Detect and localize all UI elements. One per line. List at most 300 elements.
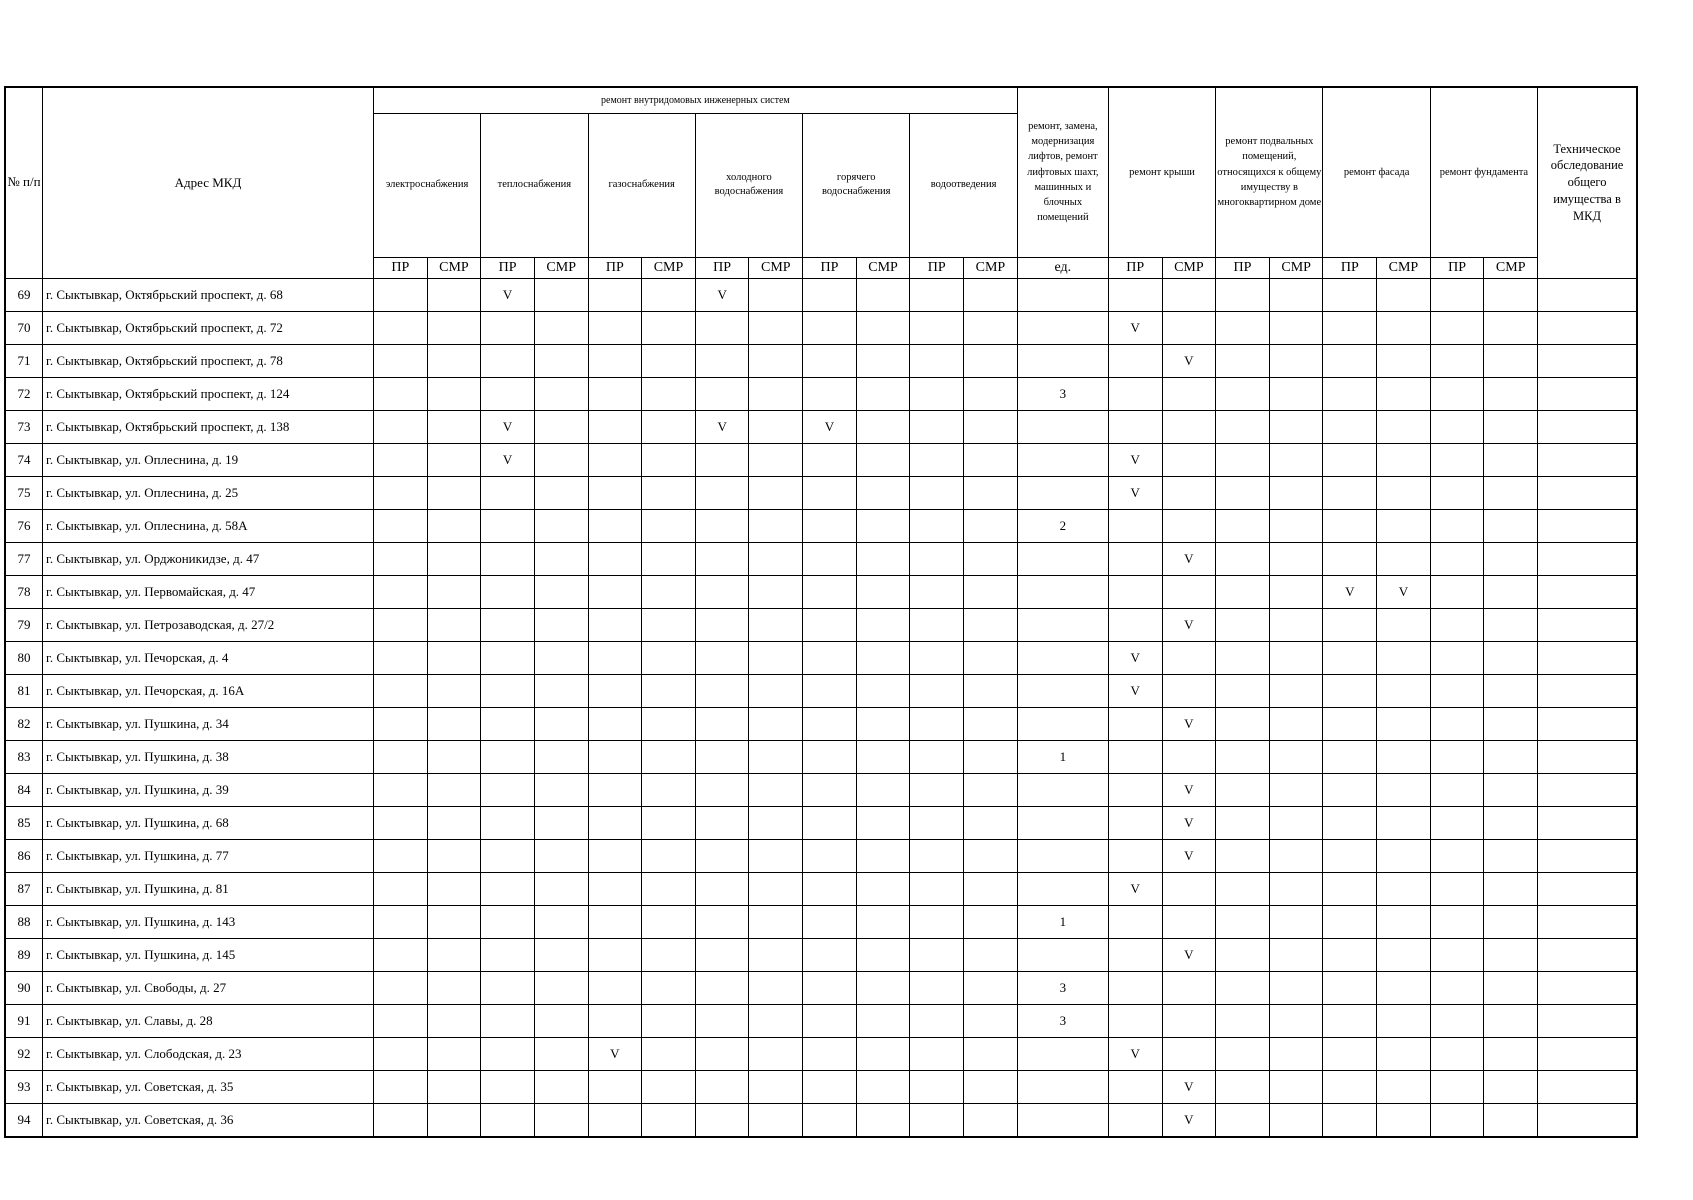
cell-tech [1538,476,1637,509]
cell-roof-pr [1108,707,1162,740]
subheader-smr: СМР [534,257,588,278]
row-address: г. Сыктывкар, ул. Советская, д. 36 [42,1103,373,1137]
cell-fnd-smr [1484,806,1538,839]
cell-tech [1538,872,1637,905]
row-address: г. Сыктывкар, Октябрьский проспект, д. 68 [42,278,373,311]
cell-drain-smr [964,608,1018,641]
cell-cold-pr [695,509,749,542]
cell-gas-pr [588,905,642,938]
cell-el-pr [373,608,427,641]
table-row [5,641,1637,674]
cell-roof-smr: V [1162,839,1216,872]
cell-hot-pr [803,1070,857,1103]
cell-heat-pr [481,740,535,773]
cell-gas-smr [642,839,696,872]
cell-gas-pr [588,806,642,839]
header-lifts: ремонт, замена, модернизация лифтов, ремонт лифтовых шахт, машинных и блочных помещений [1017,87,1108,257]
cell-base-smr [1269,608,1323,641]
cell-heat-pr [481,1037,535,1070]
cell-fnd-smr [1484,443,1538,476]
cell-drain-smr [964,641,1018,674]
row-number: 70 [5,311,42,344]
cell-fac-smr [1377,344,1431,377]
cell-roof-pr [1108,773,1162,806]
cell-fnd-smr [1484,872,1538,905]
cell-heat-pr [481,938,535,971]
row-address: г. Сыктывкар, ул. Оплеснина, д. 58А [42,509,373,542]
cell-drain-pr [910,1037,964,1070]
cell-hot-smr [856,608,910,641]
cell-fnd-smr [1484,608,1538,641]
cell-fac-smr [1377,740,1431,773]
header-system-hot-water: горячего водоснабжения [803,113,910,257]
cell-drain-pr [910,311,964,344]
row-number: 80 [5,641,42,674]
cell-roof-pr [1108,575,1162,608]
cell-cold-pr [695,542,749,575]
cell-heat-smr [534,1037,588,1070]
cell-hot-smr [856,773,910,806]
cell-drain-pr [910,608,964,641]
cell-base-pr [1216,410,1270,443]
cell-hot-smr [856,971,910,1004]
cell-el-pr [373,1004,427,1037]
cell-cold-pr [695,905,749,938]
cell-lifts [1017,1037,1108,1070]
header-system-cold-water: холодного водоснабжения [695,113,802,257]
cell-gas-pr [588,839,642,872]
cell-heat-pr [481,641,535,674]
cell-base-smr [1269,839,1323,872]
cell-base-smr [1269,1070,1323,1103]
cell-heat-pr [481,1070,535,1103]
cell-drain-smr [964,1004,1018,1037]
cell-roof-smr: V [1162,1070,1216,1103]
cell-roof-smr [1162,575,1216,608]
cell-tech [1538,410,1637,443]
cell-drain-pr [910,971,964,1004]
cell-fac-pr [1323,608,1377,641]
cell-roof-pr [1108,410,1162,443]
cell-fnd-smr [1484,641,1538,674]
cell-heat-pr [481,542,535,575]
cell-el-smr [427,1103,481,1137]
cell-fnd-smr [1484,509,1538,542]
cell-fnd-smr [1484,410,1538,443]
cell-el-pr [373,344,427,377]
header-internal-systems: ремонт внутридомовых инженерных систем [373,87,1017,113]
cell-roof-pr: V [1108,443,1162,476]
cell-tech [1538,839,1637,872]
cell-heat-pr [481,1103,535,1137]
cell-hot-smr [856,1037,910,1070]
cell-fac-pr [1323,1070,1377,1103]
cell-roof-smr [1162,278,1216,311]
cell-fnd-pr [1430,674,1484,707]
row-number: 83 [5,740,42,773]
cell-roof-pr [1108,1070,1162,1103]
cell-roof-smr [1162,1004,1216,1037]
cell-hot-pr [803,872,857,905]
cell-base-smr [1269,311,1323,344]
header-basement: ремонт подвальных помещений, относящихся к общему имуществу в многоквартирном доме [1216,87,1323,257]
cell-drain-smr [964,476,1018,509]
cell-fnd-smr [1484,707,1538,740]
row-number: 77 [5,542,42,575]
cell-roof-pr [1108,839,1162,872]
cell-fnd-pr [1430,311,1484,344]
cell-cold-pr [695,476,749,509]
cell-base-pr [1216,1103,1270,1137]
cell-cold-smr [749,311,803,344]
table-row [5,1103,1637,1137]
cell-el-pr [373,806,427,839]
cell-gas-pr [588,542,642,575]
cell-hot-smr [856,410,910,443]
header-system-drainage: водоотведения [910,113,1017,257]
cell-cold-pr [695,1004,749,1037]
cell-hot-pr [803,740,857,773]
cell-cold-pr [695,839,749,872]
cell-cold-smr [749,1070,803,1103]
table-row [5,542,1637,575]
cell-drain-smr [964,509,1018,542]
row-address: г. Сыктывкар, ул. Орджоникидзе, д. 47 [42,542,373,575]
cell-tech [1538,377,1637,410]
cell-hot-pr [803,674,857,707]
cell-fnd-smr [1484,905,1538,938]
cell-gas-pr [588,773,642,806]
cell-hot-pr [803,509,857,542]
cell-heat-smr [534,707,588,740]
row-number: 79 [5,608,42,641]
cell-roof-pr: V [1108,476,1162,509]
cell-el-smr [427,938,481,971]
subheader-smr: СМР [1162,257,1216,278]
cell-base-smr [1269,410,1323,443]
cell-fnd-smr [1484,476,1538,509]
table-row [5,872,1637,905]
cell-heat-smr [534,839,588,872]
cell-fac-smr [1377,839,1431,872]
cell-el-smr [427,344,481,377]
cell-base-smr [1269,773,1323,806]
cell-gas-pr [588,674,642,707]
table-row [5,773,1637,806]
row-number: 76 [5,509,42,542]
cell-base-smr [1269,905,1323,938]
cell-base-pr [1216,311,1270,344]
cell-gas-pr [588,443,642,476]
row-number: 85 [5,806,42,839]
cell-cold-smr [749,542,803,575]
cell-roof-smr [1162,443,1216,476]
cell-fac-smr [1377,311,1431,344]
cell-heat-pr [481,674,535,707]
table-row [5,1037,1637,1070]
cell-hot-smr [856,641,910,674]
cell-heat-smr [534,410,588,443]
cell-drain-pr [910,938,964,971]
cell-gas-smr [642,806,696,839]
cell-fnd-pr [1430,971,1484,1004]
cell-heat-pr [481,377,535,410]
row-number: 72 [5,377,42,410]
row-address: г. Сыктывкар, ул. Славы, д. 28 [42,1004,373,1037]
cell-gas-smr [642,872,696,905]
table-body [5,278,1637,1137]
row-number: 86 [5,839,42,872]
cell-cold-smr [749,344,803,377]
cell-fac-smr [1377,1103,1431,1137]
cell-drain-pr [910,773,964,806]
cell-heat-smr [534,1103,588,1137]
cell-drain-pr [910,872,964,905]
cell-gas-smr [642,1070,696,1103]
row-address: г. Сыктывкар, ул. Пушкина, д. 38 [42,740,373,773]
row-address: г. Сыктывкар, ул. Советская, д. 35 [42,1070,373,1103]
cell-fac-pr [1323,1037,1377,1070]
table-row [5,443,1637,476]
cell-drain-smr [964,1037,1018,1070]
cell-base-pr [1216,839,1270,872]
cell-fac-pr [1323,872,1377,905]
cell-gas-pr [588,278,642,311]
cell-tech [1538,806,1637,839]
cell-fnd-pr [1430,806,1484,839]
cell-drain-pr [910,839,964,872]
cell-el-smr [427,707,481,740]
cell-fac-pr [1323,278,1377,311]
cell-cold-smr [749,1103,803,1137]
cell-tech [1538,1103,1637,1137]
cell-hot-smr [856,509,910,542]
cell-cold-pr [695,971,749,1004]
cell-fac-smr [1377,674,1431,707]
cell-fnd-pr [1430,1103,1484,1137]
cell-cold-pr [695,377,749,410]
cell-fac-smr [1377,1037,1431,1070]
cell-hot-pr [803,641,857,674]
subheader-pr: ПР [1108,257,1162,278]
cell-el-pr [373,707,427,740]
cell-hot-pr [803,608,857,641]
cell-el-smr [427,1070,481,1103]
cell-drain-smr [964,575,1018,608]
cell-el-pr [373,938,427,971]
cell-heat-smr [534,1004,588,1037]
cell-el-smr [427,674,481,707]
cell-fnd-pr [1430,410,1484,443]
cell-hot-smr [856,839,910,872]
cell-roof-pr [1108,344,1162,377]
cell-fac-smr: V [1377,575,1431,608]
cell-el-smr [427,476,481,509]
cell-fac-pr [1323,938,1377,971]
cell-gas-pr [588,575,642,608]
cell-base-smr [1269,1004,1323,1037]
cell-drain-pr [910,1103,964,1137]
cell-roof-pr [1108,1004,1162,1037]
cell-cold-pr [695,1070,749,1103]
cell-roof-smr: V [1162,773,1216,806]
cell-drain-pr [910,509,964,542]
cell-base-pr [1216,971,1270,1004]
cell-base-pr [1216,278,1270,311]
cell-el-pr [373,1103,427,1137]
cell-gas-pr [588,311,642,344]
row-number: 81 [5,674,42,707]
cell-heat-smr [534,377,588,410]
cell-fnd-smr [1484,839,1538,872]
row-number: 74 [5,443,42,476]
cell-heat-smr [534,773,588,806]
cell-lifts [1017,872,1108,905]
header-roof: ремонт крыши [1108,87,1215,257]
cell-fac-smr [1377,641,1431,674]
cell-hot-pr [803,443,857,476]
cell-roof-smr [1162,641,1216,674]
cell-base-pr [1216,773,1270,806]
cell-fac-pr [1323,674,1377,707]
cell-fac-pr [1323,1004,1377,1037]
cell-fac-smr [1377,278,1431,311]
cell-fac-pr [1323,443,1377,476]
cell-lifts [1017,806,1108,839]
cell-roof-smr: V [1162,707,1216,740]
cell-cold-smr [749,608,803,641]
cell-cold-pr [695,707,749,740]
row-number: 82 [5,707,42,740]
cell-drain-pr [910,674,964,707]
cell-fnd-smr [1484,773,1538,806]
cell-gas-pr [588,707,642,740]
cell-fnd-pr [1430,1004,1484,1037]
cell-base-pr [1216,872,1270,905]
table-row [5,839,1637,872]
cell-drain-pr [910,641,964,674]
cell-fac-smr [1377,476,1431,509]
cell-gas-pr [588,740,642,773]
cell-cold-smr [749,839,803,872]
cell-base-smr [1269,509,1323,542]
cell-drain-smr [964,377,1018,410]
cell-base-smr [1269,476,1323,509]
cell-base-smr [1269,872,1323,905]
cell-base-smr [1269,1103,1323,1137]
cell-el-smr [427,872,481,905]
cell-el-smr [427,410,481,443]
cell-base-smr [1269,971,1323,1004]
cell-lifts [1017,1103,1108,1137]
cell-drain-smr [964,905,1018,938]
cell-fac-pr [1323,839,1377,872]
cell-roof-pr [1108,938,1162,971]
cell-cold-pr [695,674,749,707]
cell-fnd-smr [1484,278,1538,311]
row-number: 71 [5,344,42,377]
table-row [5,608,1637,641]
cell-lifts: 3 [1017,377,1108,410]
cell-lifts [1017,839,1108,872]
cell-heat-smr [534,575,588,608]
cell-el-pr [373,509,427,542]
cell-gas-smr [642,905,696,938]
cell-fac-smr [1377,509,1431,542]
row-number: 92 [5,1037,42,1070]
cell-drain-pr [910,740,964,773]
cell-tech [1538,344,1637,377]
cell-fac-pr [1323,542,1377,575]
cell-gas-pr [588,608,642,641]
cell-hot-pr [803,311,857,344]
cell-fnd-pr [1430,344,1484,377]
cell-fnd-pr [1430,542,1484,575]
cell-fac-pr: V [1323,575,1377,608]
cell-cold-pr [695,872,749,905]
cell-el-smr [427,1004,481,1037]
cell-gas-smr [642,674,696,707]
cell-drain-pr [910,344,964,377]
cell-el-pr [373,476,427,509]
cell-fac-smr [1377,377,1431,410]
cell-roof-pr [1108,905,1162,938]
cell-roof-pr: V [1108,674,1162,707]
cell-fac-pr [1323,740,1377,773]
cell-fac-smr [1377,806,1431,839]
cell-gas-smr [642,971,696,1004]
cell-hot-smr [856,905,910,938]
cell-fnd-pr [1430,575,1484,608]
cell-el-smr [427,509,481,542]
cell-base-pr [1216,641,1270,674]
cell-fnd-smr [1484,575,1538,608]
cell-roof-smr: V [1162,938,1216,971]
cell-drain-smr [964,806,1018,839]
cell-lifts [1017,674,1108,707]
cell-el-pr [373,740,427,773]
cell-hot-pr [803,773,857,806]
cell-tech [1538,1037,1637,1070]
table-row [5,740,1637,773]
cell-el-smr [427,377,481,410]
row-address: г. Сыктывкар, ул. Пушкина, д. 143 [42,905,373,938]
cell-lifts: 3 [1017,1004,1108,1037]
cell-el-smr [427,773,481,806]
cell-roof-smr [1162,740,1216,773]
cell-fnd-smr [1484,311,1538,344]
cell-cold-pr [695,311,749,344]
cell-gas-pr [588,938,642,971]
row-number: 78 [5,575,42,608]
cell-cold-pr [695,608,749,641]
cell-heat-pr [481,344,535,377]
subheader-pr: ПР [695,257,749,278]
cell-cold-pr [695,344,749,377]
cell-fnd-pr [1430,773,1484,806]
cell-heat-pr [481,872,535,905]
cell-hot-smr [856,938,910,971]
cell-hot-pr [803,905,857,938]
cell-lifts [1017,575,1108,608]
cell-fnd-pr [1430,377,1484,410]
row-address: г. Сыктывкар, ул. Первомайская, д. 47 [42,575,373,608]
cell-hot-smr [856,575,910,608]
cell-gas-pr [588,410,642,443]
cell-fac-smr [1377,707,1431,740]
cell-lifts [1017,1070,1108,1103]
cell-el-pr [373,839,427,872]
